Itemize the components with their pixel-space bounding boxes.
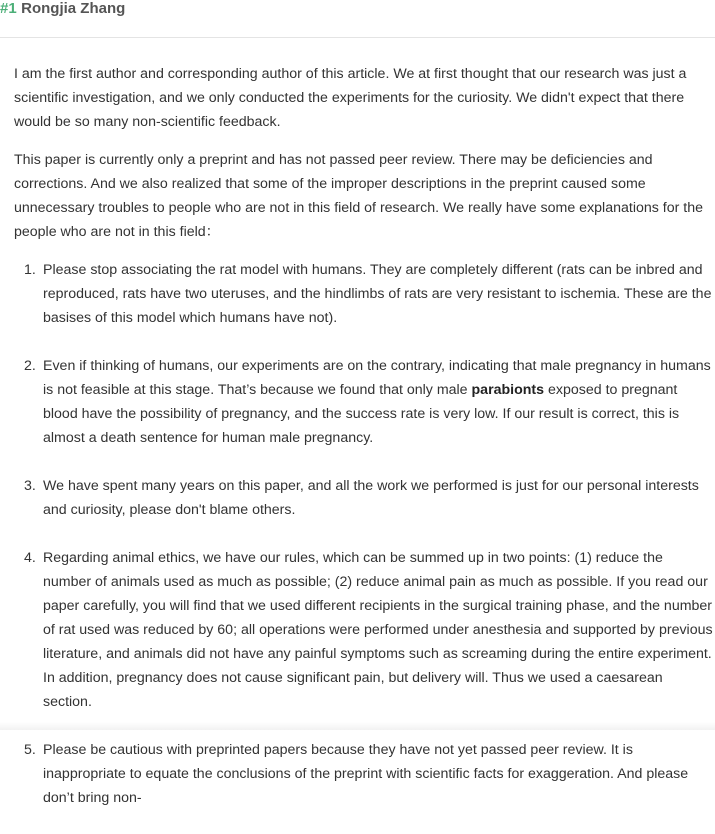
comment-number: #1 (0, 0, 17, 17)
list-marker: 1. (24, 262, 36, 278)
list-item-text: Regarding animal ethics, we have our rules, which can be summed up in two points: (1) reduce the number of animals used as much as possible; (2) reduce animal pain as much as possible. If you read our paper carefully, you will find that we used different recipients in the surgical training phase, and the number of rat used was reduced by 60; all operations were performed under anesthesia and supported by previous literature, and animals did not have any painful symptoms such as screaming during the entire experiment. In addition, pregnancy does not cause significant pain, but delivery will. Thus we used a caesarean section. (43, 550, 713, 710)
list-marker: 4. (24, 550, 36, 566)
intro-paragraph: I am the first author and corresponding author of this article. We at first thought that our research was just a scientific investigation, and we only conducted the experiments for the curiosity. We didn't expect that there would be so many non-scientific feedback. (14, 66, 687, 130)
list-marker: 2. (24, 358, 36, 374)
author-line (0, 0, 125, 18)
scroll-edge (0, 722, 715, 730)
list-item-text: Please stop associating the rat model with humans. They are completely different (rats can be inbred and reproduced, rats have two uteruses, and the hindlimbs of rats are very resistant to ischemia. These are the basises of this model which humans have not). (43, 262, 712, 326)
list-item (14, 354, 714, 450)
comment-body (14, 62, 714, 834)
list-item-text: We have spent many years on this paper, and all the work we performed is just for our personal interests and curiosity, please don't blame others. (43, 478, 699, 518)
author-name[interactable]: Rongjia Zhang (21, 0, 126, 17)
list-marker: 3. (24, 478, 36, 494)
list-item (14, 474, 714, 522)
list-item (14, 738, 714, 810)
list-item (14, 546, 714, 714)
list-marker: 5. (24, 742, 36, 758)
comment-header (0, 0, 715, 38)
second-paragraph: This paper is currently only a preprint and has not passed peer review. There may be deficiencies and corrections. And we also realized that some of the improper descriptions in the preprint caused some unnecessary troubles to people who are not in this field of research. We really have some explanations for the people who are not in this field： (14, 152, 704, 240)
list-item-text: Even if thinking of humans, our experiments are on the contrary, indicating that male pregnancy in humans is not feasible at this stage. That’s because we found that only male parabionts exposed to pregnant blood have the possibility of pregnancy, and the success rate is very low. If our result is correct, this is almost a death sentence for human male pregnancy. (43, 358, 711, 446)
list-item (14, 258, 714, 330)
bold-term: parabionts (471, 382, 545, 398)
list-item-text: Please be cautious with preprinted papers because they have not yet passed peer review. It is inappropriate to equate the conclusions of the preprint with scientific facts for exaggeration. And please don’t bring non- (43, 742, 689, 806)
